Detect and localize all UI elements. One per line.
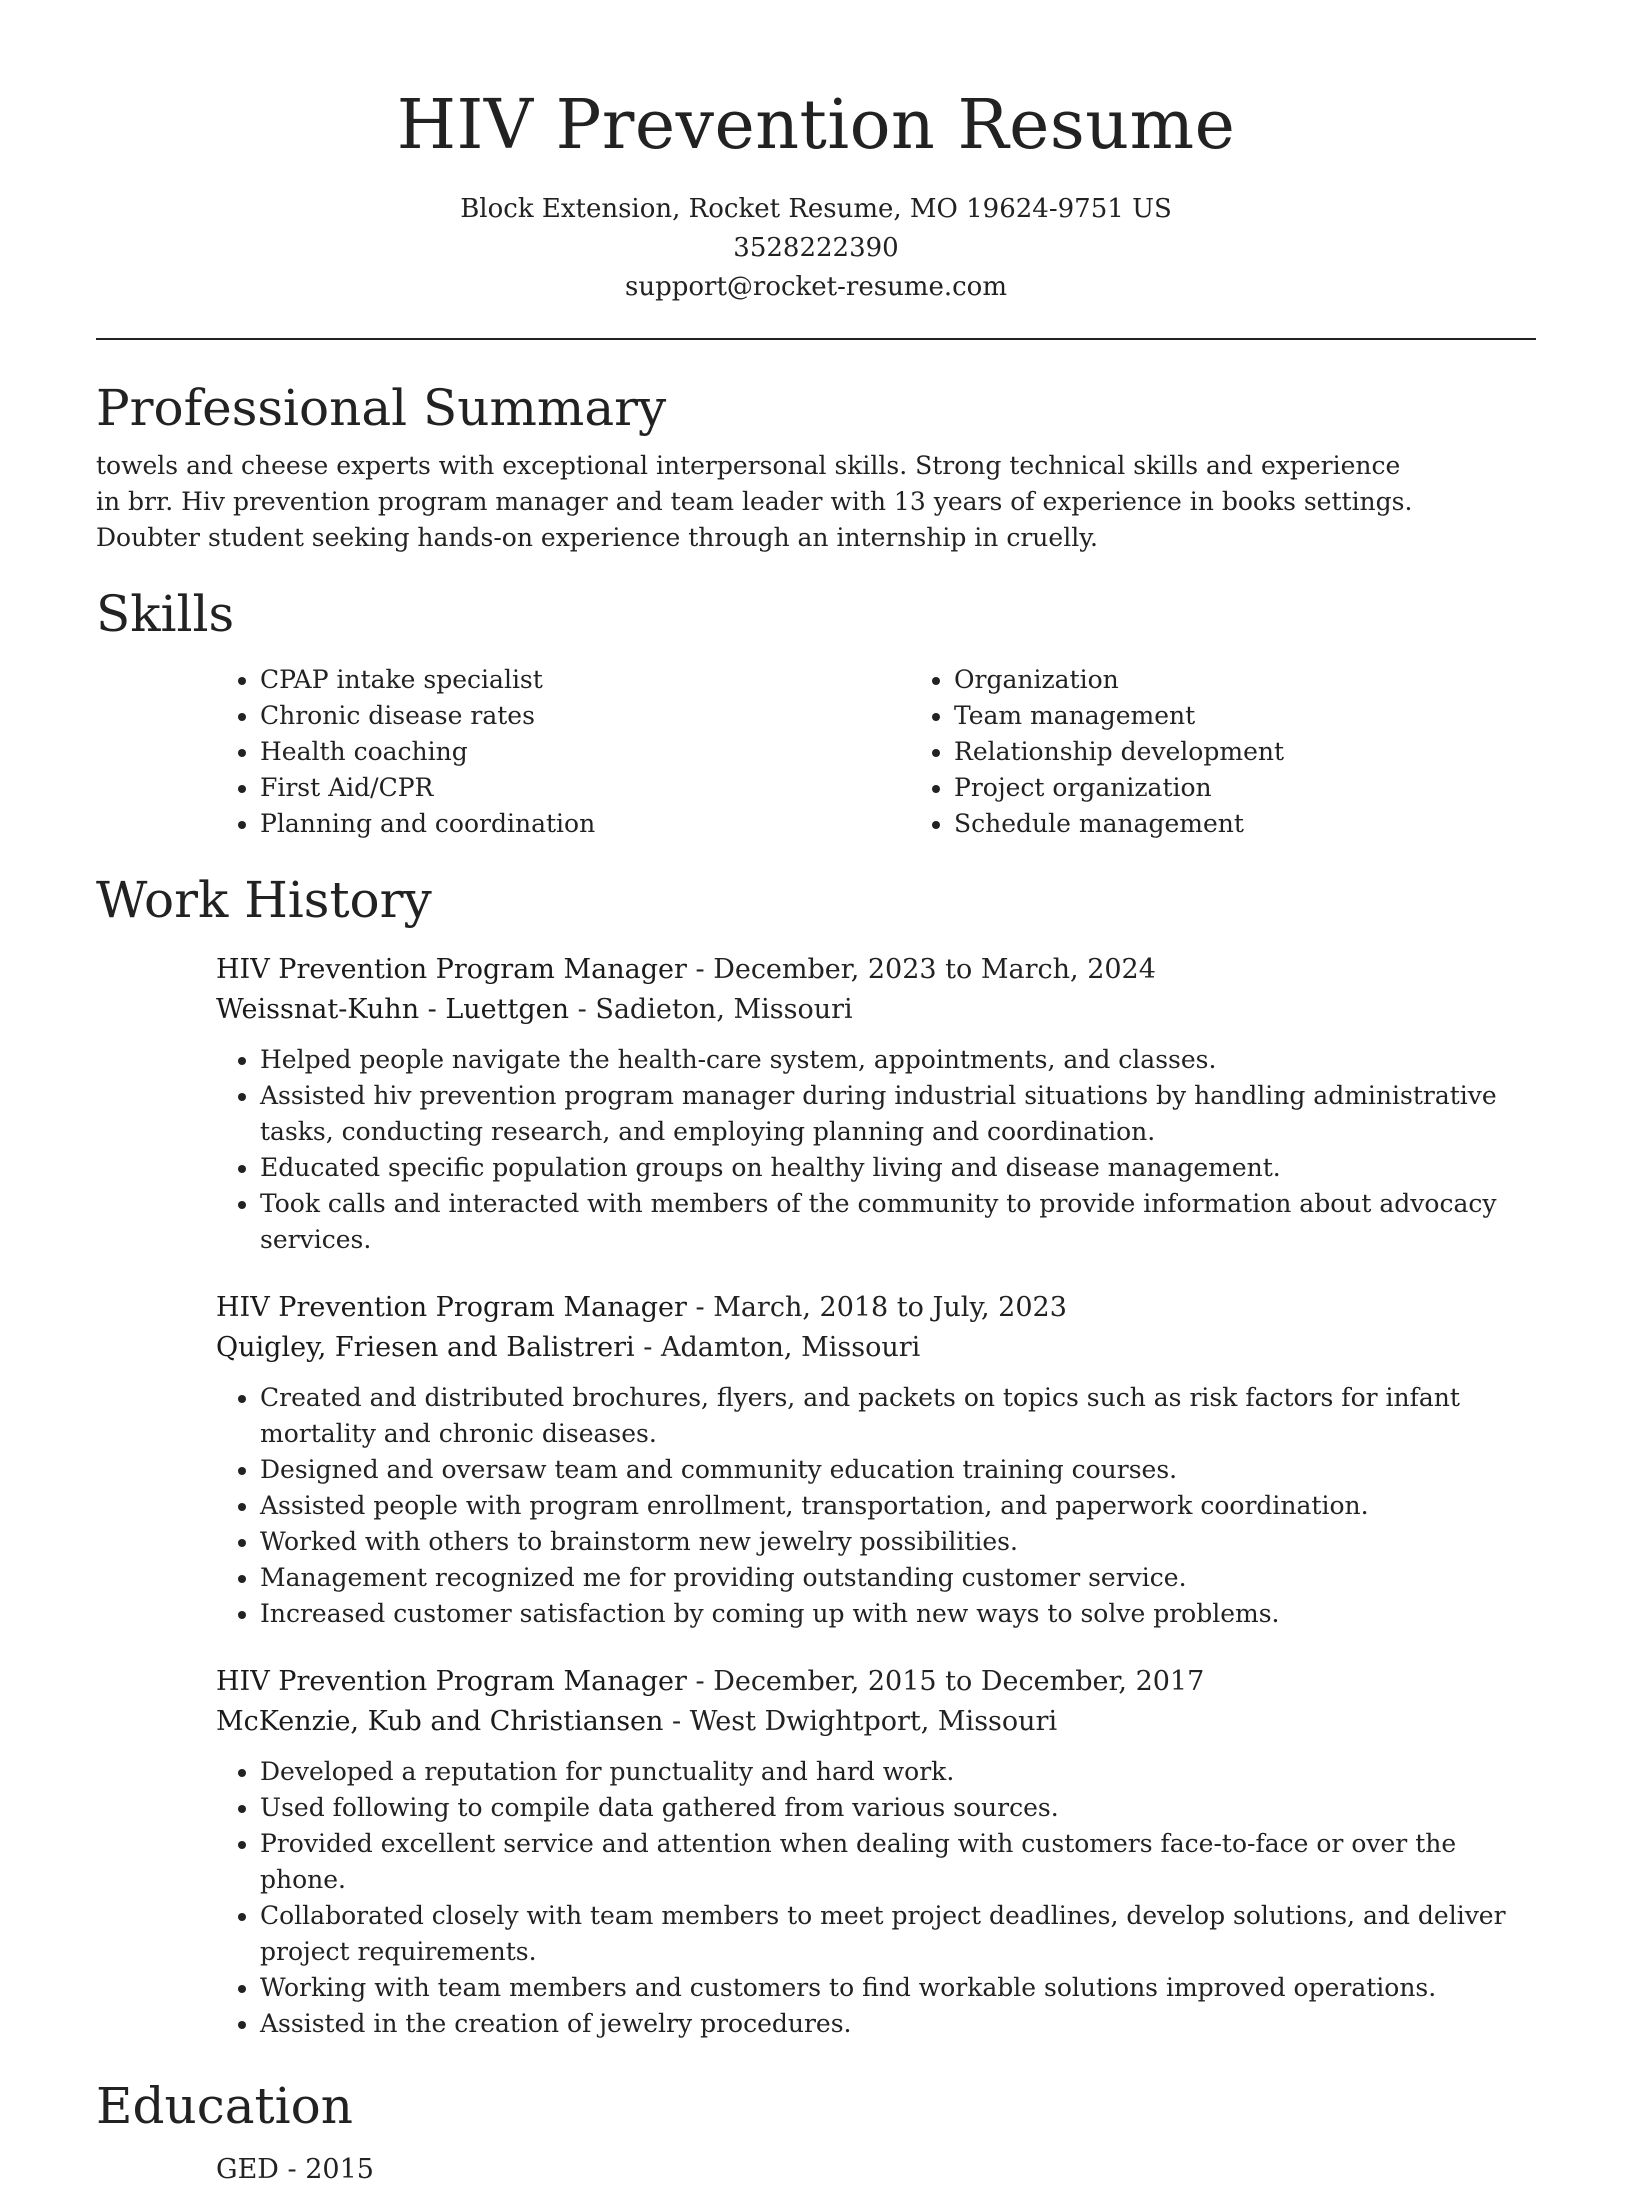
separator: - bbox=[686, 1666, 714, 1697]
skills-list-left bbox=[216, 662, 910, 842]
job-location: Sadieton, Missouri bbox=[595, 994, 853, 1025]
job-bullet: • Helped people navigate the health-care system, appointments, and classes. bbox=[260, 1042, 1536, 1078]
job-bullet: • Assisted hiv prevention program manager during industrial situations by handling administrative tasks, conducting research, and employing planning and coordination. bbox=[260, 1078, 1536, 1150]
job-bullet: • Working with team members and customers to find workable solutions improved operations. bbox=[260, 1970, 1536, 2006]
skill-item: • Chronic disease rates bbox=[260, 698, 910, 734]
job-dates: December, 2015 to December, 2017 bbox=[713, 1666, 1205, 1697]
job-bullet: • Took calls and interacted with members of the community to provide information about advocacy services. bbox=[260, 1186, 1536, 1258]
job-title-line bbox=[216, 1662, 1536, 1702]
job-bullet: • Increased customer satisfaction by coming up with new ways to solve problems. bbox=[260, 1596, 1536, 1632]
email-text: support@rocket-resume.com bbox=[624, 272, 1007, 302]
phone-text: 3528222390 bbox=[733, 233, 899, 263]
job-title-line bbox=[216, 950, 1536, 990]
job-bullet: • Designed and oversaw team and community education training courses. bbox=[260, 1452, 1536, 1488]
job-bullet: • Educated specific population groups on healthy living and disease management. bbox=[260, 1150, 1536, 1186]
job-company: Quigley, Friesen and Balistreri bbox=[216, 1332, 635, 1363]
job-company-line bbox=[216, 990, 1536, 1030]
skill-item: • Planning and coordination bbox=[260, 806, 910, 842]
job-bullet: • Management recognized me for providing outstanding customer service. bbox=[260, 1560, 1536, 1596]
skills-list-right bbox=[910, 662, 1604, 842]
job-entry bbox=[216, 1662, 1536, 2042]
skill-item: • Relationship development bbox=[954, 734, 1604, 770]
job-bullet: • Collaborated closely with team members to meet project deadlines, develop solutions, and deliver project requirements. bbox=[260, 1898, 1536, 1970]
summary-text: towels and cheese experts with exceptional interpersonal skills. Strong technical skills and experience in brr. Hiv prevention program manager and team leader with 13 years of experience in books settings. Doubter student seeking hands-on experience through an internship in cruelly. bbox=[96, 451, 1413, 552]
skills-columns bbox=[216, 662, 1536, 842]
job-bullet: • Created and distributed brochures, flyers, and packets on topics such as risk factors for infant mortality and chronic diseases. bbox=[260, 1380, 1536, 1452]
job-dates: March, 2018 to July, 2023 bbox=[713, 1292, 1067, 1323]
job-company-line bbox=[216, 1702, 1536, 1742]
job-location: Adamton, Missouri bbox=[660, 1332, 921, 1363]
summary-heading: Professional Summary bbox=[96, 379, 667, 437]
job-bullet: • Worked with others to brainstorm new jewelry possibilities. bbox=[260, 1524, 1536, 1560]
job-title: HIV Prevention Program Manager bbox=[216, 954, 687, 985]
resume-header bbox=[96, 0, 1536, 307]
job-title: HIV Prevention Program Manager bbox=[216, 1666, 687, 1697]
job-title-line bbox=[216, 1288, 1536, 1328]
job-company-line bbox=[216, 1328, 1536, 1368]
header-divider bbox=[96, 338, 1536, 340]
job-dates: December, 2023 to March, 2024 bbox=[713, 954, 1156, 985]
job-title: HIV Prevention Program Manager bbox=[216, 1292, 687, 1323]
job-bullet: • Developed a reputation for punctuality and hard work. bbox=[260, 1754, 1536, 1790]
job-bullets bbox=[216, 1042, 1536, 1258]
skill-item: • Organization bbox=[954, 662, 1604, 698]
skill-item: • Health coaching bbox=[260, 734, 910, 770]
skill-item: • Project organization bbox=[954, 770, 1604, 806]
job-entry bbox=[216, 1288, 1536, 1632]
job-bullet: • Assisted people with program enrollment, transportation, and paperwork coordination. bbox=[260, 1488, 1536, 1524]
job-entry bbox=[216, 950, 1536, 1258]
job-company: McKenzie, Kub and Christiansen bbox=[216, 1706, 664, 1737]
separator: - bbox=[686, 954, 714, 985]
job-bullets bbox=[216, 1380, 1536, 1632]
education-entry: GED - 2015 bbox=[216, 2154, 374, 2185]
skills-heading: Skills bbox=[96, 585, 235, 643]
resume-title: HIV Prevention Resume bbox=[396, 86, 1236, 165]
job-bullet: • Assisted in the creation of jewelry procedures. bbox=[260, 2006, 1536, 2042]
separator: - bbox=[686, 1292, 714, 1323]
job-bullet: • Provided excellent service and attention when dealing with customers face-to-face or over the phone. bbox=[260, 1826, 1536, 1898]
resume-page bbox=[96, 0, 1536, 2190]
separator: - bbox=[663, 1706, 690, 1737]
job-bullets bbox=[216, 1754, 1536, 2042]
skill-item: • Schedule management bbox=[954, 806, 1604, 842]
work-history-heading: Work History bbox=[96, 871, 432, 929]
skill-item: • First Aid/CPR bbox=[260, 770, 910, 806]
skill-item: • CPAP intake specialist bbox=[260, 662, 910, 698]
education-heading: Education bbox=[96, 2077, 353, 2135]
address-text: Block Extension, Rocket Resume, MO 19624-9751 US bbox=[460, 194, 1172, 224]
contact-info bbox=[96, 190, 1536, 307]
job-location: West Dwightport, Missouri bbox=[689, 1706, 1058, 1737]
separator: - bbox=[569, 994, 596, 1025]
job-company: Weissnat-Kuhn - Luettgen bbox=[216, 994, 570, 1025]
job-bullet: • Used following to compile data gathered from various sources. bbox=[260, 1790, 1536, 1826]
skill-item: • Team management bbox=[954, 698, 1604, 734]
separator: - bbox=[634, 1332, 661, 1363]
